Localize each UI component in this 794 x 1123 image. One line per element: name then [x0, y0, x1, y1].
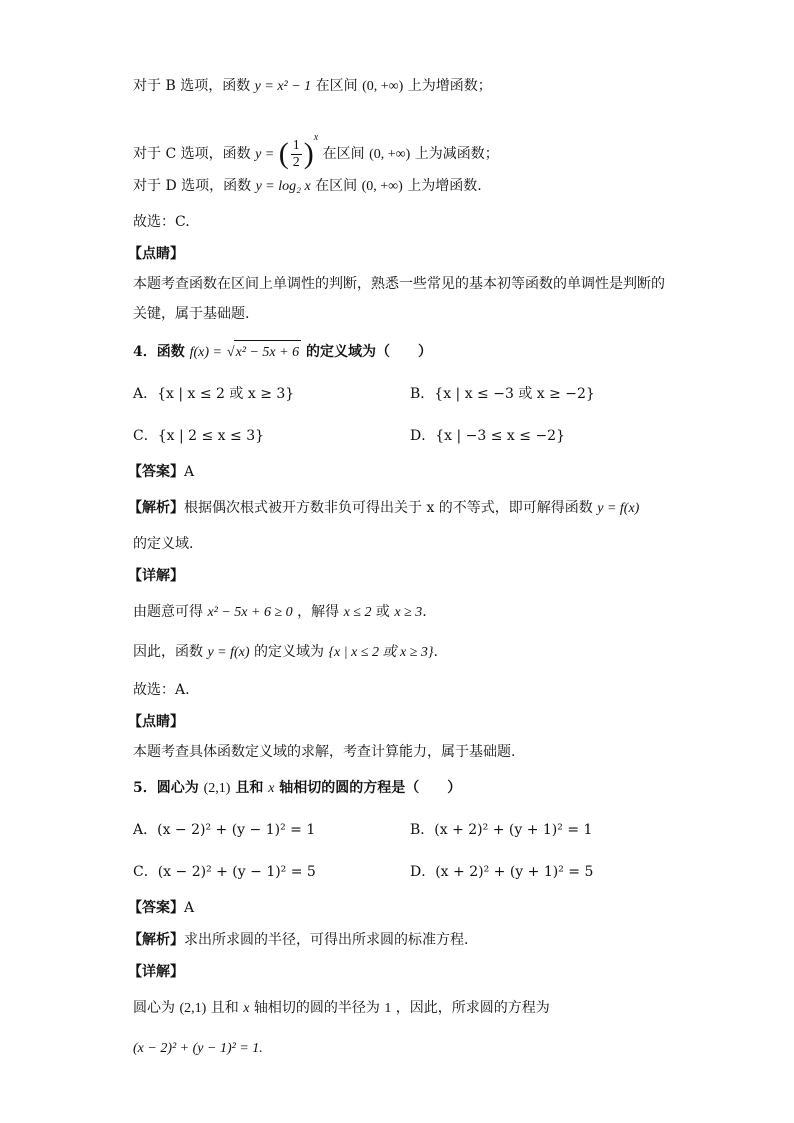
math-expression: y =	[255, 147, 275, 162]
option-5b[interactable]: B．(x + 2)² + (y + 1)² = 1	[410, 822, 593, 838]
paragraph-line: 本题考查具体函数定义域的求解，考查计算能力，属于基础题.	[133, 744, 516, 760]
text: ，因此，所求圆的方程为	[395, 1000, 550, 1016]
paragraph-line: 本题考查函数在区间上单调性的判断，熟悉一些常见的基本初等函数的单调性是判断的	[133, 276, 665, 292]
text: 在区间	[315, 178, 358, 194]
detail-5-line1	[133, 996, 550, 1021]
heading-xiangjie: 【详解】	[128, 568, 184, 584]
math-function: f(x) =	[189, 345, 222, 360]
math-set: {x | x ≤ 2 或 x ≥ 3}	[328, 645, 434, 660]
text: 在区间	[322, 146, 365, 162]
conclusion-c: 故选：C.	[133, 214, 190, 230]
text: 轴相切的圆的方程是（ ）	[279, 780, 462, 796]
answer-4	[128, 460, 194, 484]
conclusion-a: 故选：A.	[133, 682, 190, 698]
math-expression: x² − 5x + 6 ≥ 0	[207, 605, 293, 620]
text: 求出所求圆的半径，可得出所求圆的标准方程.	[184, 932, 469, 948]
answer-label: 【答案】	[128, 900, 184, 916]
answer-label: 【答案】	[128, 464, 184, 480]
text: 的定义域为	[254, 644, 324, 660]
math-number: 1	[384, 1001, 392, 1016]
question-5	[133, 776, 461, 801]
text: 上为增函数.	[407, 178, 482, 194]
math-equation: (x − 2)² + (y − 1)² = 1.	[133, 1041, 263, 1056]
analysis-4-cont: 的定义域.	[133, 536, 194, 552]
math-expression: y = log₂ x	[255, 179, 311, 194]
detail-4-line1	[133, 600, 427, 625]
heading-dianjing: 【点睛】	[128, 714, 184, 730]
paren-open: (	[278, 137, 289, 170]
sqrt-symbol: √	[226, 345, 235, 360]
radicand: x² − 5x + 6	[234, 340, 302, 365]
math-point: (2,1)	[203, 781, 231, 796]
option-4b[interactable]: B．{x | x ≤ −3 或 x ≥ −2}	[410, 386, 595, 402]
text: 的定义域为（ ）	[305, 344, 432, 360]
analysis-4	[128, 496, 639, 521]
math-variable: x	[243, 1001, 250, 1016]
fraction-numerator: 1	[292, 137, 300, 153]
answer-value: A	[184, 464, 195, 480]
analysis-5	[128, 928, 468, 952]
text: 5．圆心为	[133, 780, 199, 796]
math-expression: y = x² − 1	[254, 79, 312, 94]
text: .	[422, 604, 427, 620]
question-4	[133, 340, 432, 365]
text: 上为减函数；	[414, 146, 499, 162]
line-option-d	[133, 174, 482, 199]
math-interval: (0, +∞)	[369, 147, 411, 162]
math-interval: (0, +∞)	[362, 79, 404, 94]
paren-close: )	[303, 137, 314, 170]
option-4a[interactable]: A．{x | x ≤ 2 或 x ≥ 3}	[133, 386, 295, 402]
text: 4．函数	[133, 344, 185, 360]
math-interval: (0, +∞)	[361, 179, 403, 194]
detail-4-line2	[133, 640, 438, 665]
math-variable: x	[268, 781, 275, 796]
text: 根据偶次根式被开方数非负可得出关于 x 的不等式，即可解得函数	[184, 500, 593, 516]
math-point: (2,1)	[179, 1001, 207, 1016]
detail-5-line2	[133, 1036, 263, 1061]
text: 对于 D 选项，函数	[133, 178, 252, 194]
text: 圆心为	[133, 1000, 175, 1016]
math-expression: y = f(x)	[207, 645, 250, 660]
heading-dianjing: 【点睛】	[128, 246, 184, 262]
option-5c[interactable]: C．(x − 2)² + (y − 1)² = 5	[133, 864, 316, 880]
fraction	[291, 138, 302, 171]
math-expression: x ≤ 2	[343, 605, 372, 620]
answer-value: A	[184, 900, 195, 916]
text: 对于 C 选项，函数	[133, 146, 251, 162]
text: ，解得	[297, 604, 340, 620]
text: 或	[375, 604, 390, 620]
option-5d[interactable]: D．(x + 2)² + (y + 1)² = 5	[410, 864, 594, 880]
analysis-label: 【解析】	[128, 932, 184, 948]
fraction-denominator: 2	[292, 154, 300, 170]
math-expression: y = f(x)	[597, 501, 640, 516]
analysis-label: 【解析】	[128, 500, 184, 516]
math-expression: x ≥ 3	[394, 605, 423, 620]
text: 由题意可得	[133, 604, 203, 620]
text: 且和	[235, 780, 264, 796]
option-5a[interactable]: A．(x − 2)² + (y − 1)² = 1	[133, 822, 316, 838]
text: 对于 B 选项，函数	[133, 78, 251, 94]
exponent: x	[313, 132, 319, 143]
text: 且和	[210, 1000, 239, 1016]
line-option-c	[133, 118, 499, 175]
option-4d[interactable]: D．{x | −3 ≤ x ≤ −2}	[410, 428, 565, 444]
text: 轴相切的圆的半径为	[253, 1000, 380, 1016]
heading-xiangjie: 【详解】	[128, 964, 184, 980]
text: 在区间	[315, 78, 358, 94]
line-option-b	[133, 74, 492, 99]
text: .	[433, 644, 438, 660]
text: 因此，函数	[133, 644, 203, 660]
answer-5	[128, 896, 194, 920]
text: 上为增函数；	[407, 78, 492, 94]
paragraph-line: 关键，属于基础题.	[133, 306, 250, 322]
option-4c[interactable]: C．{x | 2 ≤ x ≤ 3}	[133, 428, 265, 444]
